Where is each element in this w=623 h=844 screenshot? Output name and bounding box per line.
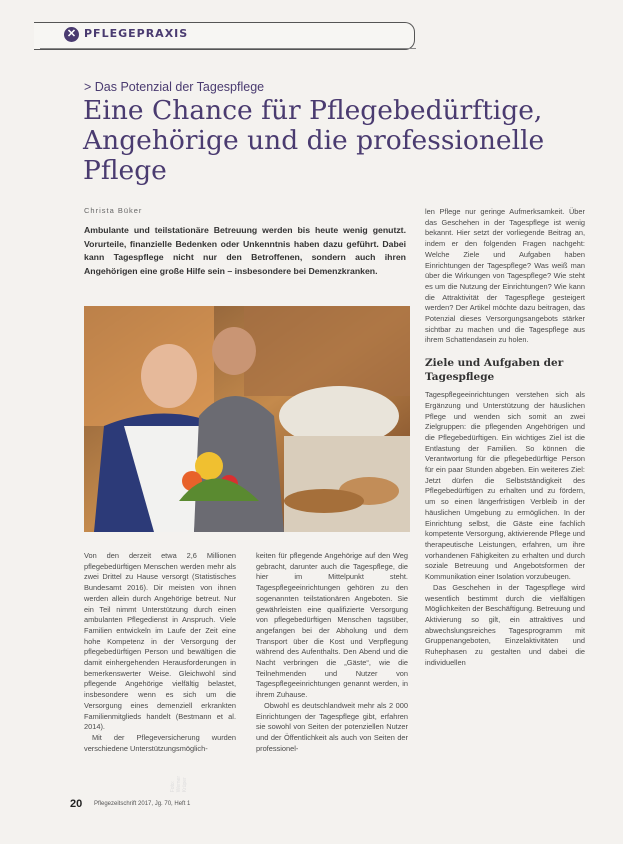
col3-subheading: Ziele und Aufgaben der Tagespflege bbox=[425, 357, 564, 384]
body-column-3 bbox=[425, 207, 585, 668]
photo-credit: Foto: Werner Krüper bbox=[170, 775, 188, 793]
col2-paragraph-1: keiten für pflegende Angehörige auf den Weg gebracht, darunter auch die Tagespflege, die hier im Mittelpunkt steht. Tagespflegeeinrichtungen gehören zu den sogenannten teilstationären Angeboten. Sie gewährleisten eine qualifizierte Versorgung von pflegebedürftigen Menschen tagsüber, angefangen bei der Abholung und dem Transport über die Kost und Verpflegung während des Aufenthalts. Den Abend und die Nacht verbringen die „Gäste“, wie die Teilnehmenden und Nutzer von Tagespflegeeinrichtungen genannt werden, in ihrem Zuhause. bbox=[256, 551, 408, 700]
body-column-1 bbox=[84, 551, 236, 754]
article-author: Christa Büker bbox=[84, 206, 143, 215]
journal-citation: Pflegezeitschrift 2017, Jg. 70, Heft 1 bbox=[94, 801, 191, 807]
col3-paragraph-1: len Pflege nur geringe Aufmerksamkeit. Über das Geschehen in der Tagespflege ist wenig bekannt. Hier setzt der vorliegende Beitrag an, indem er den folgenden Fragen nachgeht: Welche Ziele und Aufgaben haben Einrichtungen der Tagespflege? Was weiß man über die Wirkungen von Tagespflege? Wie steht es um die Nutzung der Einrichtungen? Wie kann die Attraktivität der Tagespflege gesteigert werden? Der Artikel möchte dazu beitragen, das Potenzial dieses Versorgungsangebots stärker sichtbar zu machen und die Tagespflege aus ihrem Schattendasein zu holen. bbox=[425, 207, 585, 345]
page-number: 20 bbox=[70, 798, 83, 810]
col3-paragraph-3: Das Geschehen in der Tagespflege wird wesentlich bestimmt durch die vielfältigen Möglichkeiten der Beschäftigung. Betreuung und Aktivierung so gilt, ein attraktives und abwechslungsreiches Tagesprogramm mit Gruppenangeboten, Einzelaktivitäten und Ruhephasen zu gestalten und dabei die individuellen bbox=[425, 582, 585, 667]
article-headline: Eine Chance für Pflegebedürftige, Angehörige und die professionelle Pflege bbox=[83, 95, 545, 186]
photo-illustration bbox=[84, 306, 410, 532]
section-label: PFLEGEPRAXIS bbox=[84, 27, 189, 40]
col1-paragraph-2: Mit der Pflegeversicherung wurden verschiedene Unterstützungsmöglich- bbox=[84, 732, 236, 753]
article-kicker: > Das Potenzial der Tagespflege bbox=[84, 80, 265, 94]
col2-paragraph-2: Obwohl es deutschlandweit mehr als 2 000 Einrichtungen der Tagespflege gibt, erfahren sie sowohl von Seiten der potenziellen Nutzer und der Öffentlichkeit als auch von Seiten der professionel- bbox=[256, 700, 408, 753]
col1-paragraph-1: Von den derzeit etwa 2,6 Millionen pflegebedürftigen Menschen werden mehr als zwei Drittel zu Hause versorgt (Statistisches Bundesamt 2016). Dir meisten von ihnen werden allein durch Angehörige betreut. Nur ein Teil nimmt Unterstützung durch einen ambulanten Pflegedienst in Anspruch. Viele Familien entwickeln im Laufe der Zeit eine hohe Kompetenz in der Versorgung der pflegebedürftigen Person und bewältigen die damit einhergehenden Herausforderungen in bemerkenswerter Weise. Gleichwohl sind pflegende Angehörige vielfältig belastet, insbesondere wenn es sich um die Versorgung eines demenziell erkrankten Familienmitglieds handelt (Bestmann et al. 2014). bbox=[84, 551, 236, 732]
section-x-icon: ✕ bbox=[64, 27, 79, 42]
header-rule bbox=[40, 48, 416, 49]
body-column-2 bbox=[256, 551, 408, 754]
col3-paragraph-2: Tagespflegeeinrichtungen verstehen sich als Ergänzung und Unterstützung der häuslichen Pflege und wenden sich somit an zwei Zielgruppen: die pflegenden Angehörigen und die Pflegebedürftigen. Ein wichtiges Ziel ist die Entlastung der Familien. So können die Verantwortung für die pflegebedürftige Person für ein paar Stunden abgeben. Ein weiteres Ziel: Jetzt dürfen die Selbstständigkeit des Pflegebedürftigen zu erhalten und zu fördern, um so einen längerfristigen Verbleib in der häuslichen Umgebung zu ermöglichen. In der Einrichtung selbst, die Gäste eine fachlich kompetente Versorgung, aktivierende Pflege und therapeutische Leistungen, erfahren, um ihre vorhandenen Fähigkeiten zu erhalten und durch soziale Betreuung und Angebotsformen der Kommunikation einer Isolation vorzubeugen. bbox=[425, 390, 585, 582]
article-lead: Ambulante und teilstationäre Betreuung werden bis heute wenig genutzt. Vorurteile, finanzielle Bedenken oder Unkenntnis haben dazu geführt. Dabei kann Tagespflege nicht nur den Betroffenen, sondern auch ihren Angehörigen eine große Hilfe sein – insbesondere bei Demenzkranken. bbox=[84, 225, 406, 276]
